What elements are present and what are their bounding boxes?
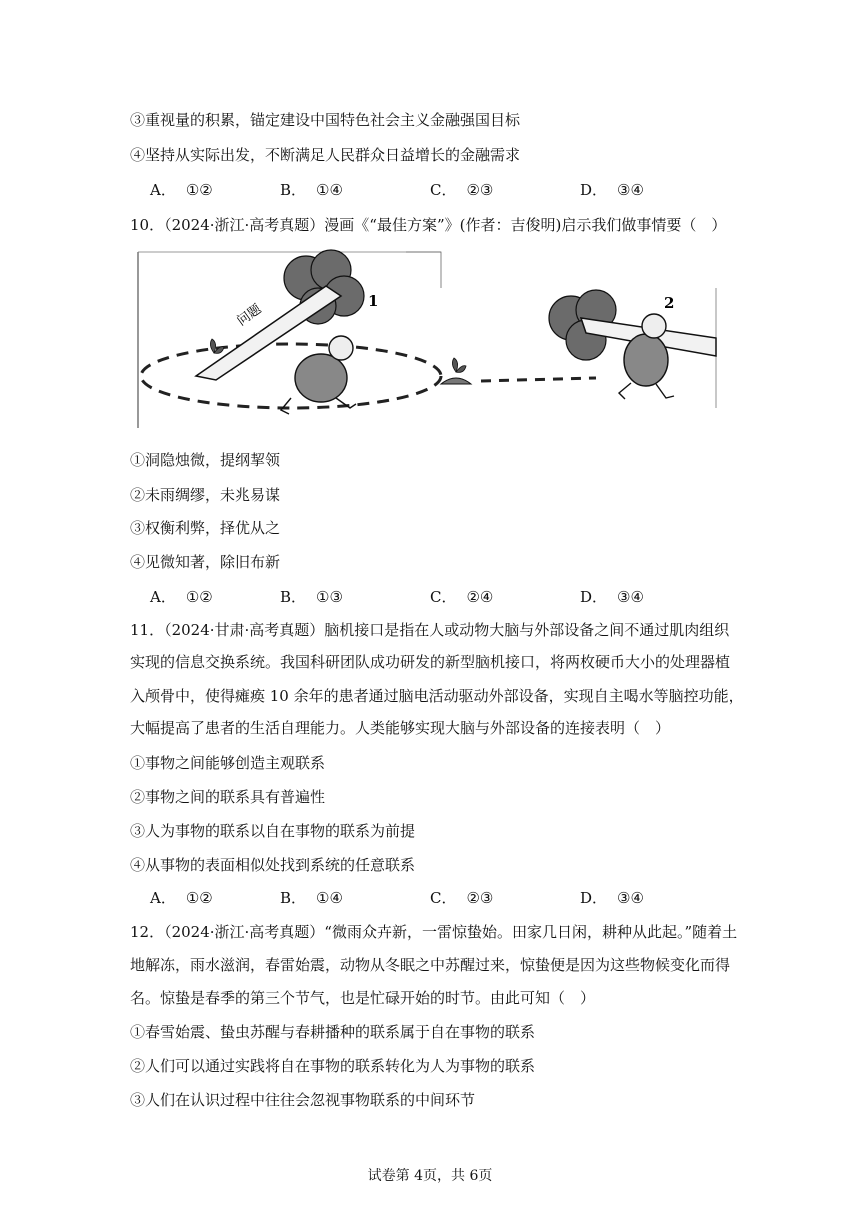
q9-item-3: ③重视量的积累，锚定建设中国特色社会主义金融强国目标 <box>130 111 521 129</box>
q11-item-2: ②事物之间的联系具有普遍性 <box>130 788 326 806</box>
q12-item-2: ②人们可以通过实践将自在事物的联系转化为人为事物的联系 <box>130 1057 536 1075</box>
tree-text: 问题 <box>234 301 265 330</box>
panel-2-label: 2 <box>664 294 675 312</box>
q11-item-4: ④从事物的表面相似处找到系统的任意联系 <box>130 856 416 874</box>
panel-2 <box>441 290 716 399</box>
q11-option-b[interactable]: B． ①④ <box>280 889 343 907</box>
q10-option-c[interactable]: C． ②④ <box>430 588 494 606</box>
panel-1 <box>141 250 441 414</box>
q10-item-3: ③权衡利弊，择优从之 <box>130 519 281 537</box>
q11-option-a[interactable]: A． ①② <box>150 889 213 907</box>
q12-item-1: ①春雪始震、蛰虫苏醒与春耕播种的联系属于自在事物的联系 <box>130 1023 536 1041</box>
q10-item-2: ②未雨绸缪，未兆易谋 <box>130 486 281 504</box>
q9-item-4: ④坚持从实际出发，不断满足人民群众日益增长的金融需求 <box>130 146 521 164</box>
q10-stem: 10．（2024·浙江·高考真题）漫画《“最佳方案”》(作者：吉俊明)启示我们做事情要（ ） <box>130 216 727 234</box>
q11-stem-line-3: 入颅骨中，使得瘫痪 10 余年的患者通过脑电活动驱动外部设备，实现自主喝水等脑控功能， <box>130 687 744 705</box>
q11-stem-line-2: 实现的信息交换系统。我国科研团队成功研发的新型脑机接口，将两枚硬币大小的处理器植 <box>130 653 731 671</box>
q11-option-c[interactable]: C． ②③ <box>430 889 494 907</box>
q11-option-d[interactable]: D． ③④ <box>580 889 644 907</box>
q11-item-1: ①事物之间能够创造主观联系 <box>130 754 326 772</box>
q11-stem-line-1: 11．（2024·甘肃·高考真题）脑机接口是指在人或动物大脑与外部设备之间不通过肌肉组织 <box>130 621 730 639</box>
q12-stem-line-1: 12．（2024·浙江·高考真题）“微雨众卉新，一雷惊蛰始。田家几日闲，耕种从此起。”随着土 <box>130 923 738 941</box>
q9-option-a[interactable]: A． ①② <box>150 181 213 199</box>
panel-1-label: 1 <box>368 292 379 310</box>
q10-option-d[interactable]: D． ③④ <box>580 588 644 606</box>
q12-item-3: ③人们在认识过程中往往会忽视事物联系的中间环节 <box>130 1091 476 1109</box>
q10-item-1: ①洞隐烛微，提纲挈领 <box>130 451 281 469</box>
q10-item-4: ④见微知著，除旧布新 <box>130 553 281 571</box>
page-footer: 试卷第 4页，共 6页 <box>367 1168 493 1184</box>
q11-stem-line-4: 大幅提高了患者的生活自理能力。人类能够实现大脑与外部设备的连接表明（ ） <box>130 719 671 737</box>
q12-stem-line-3: 名。惊蛰是春季的第三个节气，也是忙碌开始的时节。由此可知（ ） <box>130 989 596 1007</box>
q9-option-d[interactable]: D． ③④ <box>580 181 644 199</box>
q9-option-c[interactable]: C． ②③ <box>430 181 494 199</box>
q10-option-b[interactable]: B． ①③ <box>280 588 343 606</box>
q9-option-b[interactable]: B． ①④ <box>280 181 343 199</box>
q12-stem-line-2: 地解冻，雨水滋润，春雷始震，动物从冬眠之中苏醒过来，惊蛰便是因为这些物候变化而得 <box>130 956 731 974</box>
q10-option-a[interactable]: A． ①② <box>150 588 213 606</box>
cartoon-best-plan <box>136 248 720 434</box>
q11-item-3: ③人为事物的联系以自在事物的联系为前提 <box>130 822 416 840</box>
